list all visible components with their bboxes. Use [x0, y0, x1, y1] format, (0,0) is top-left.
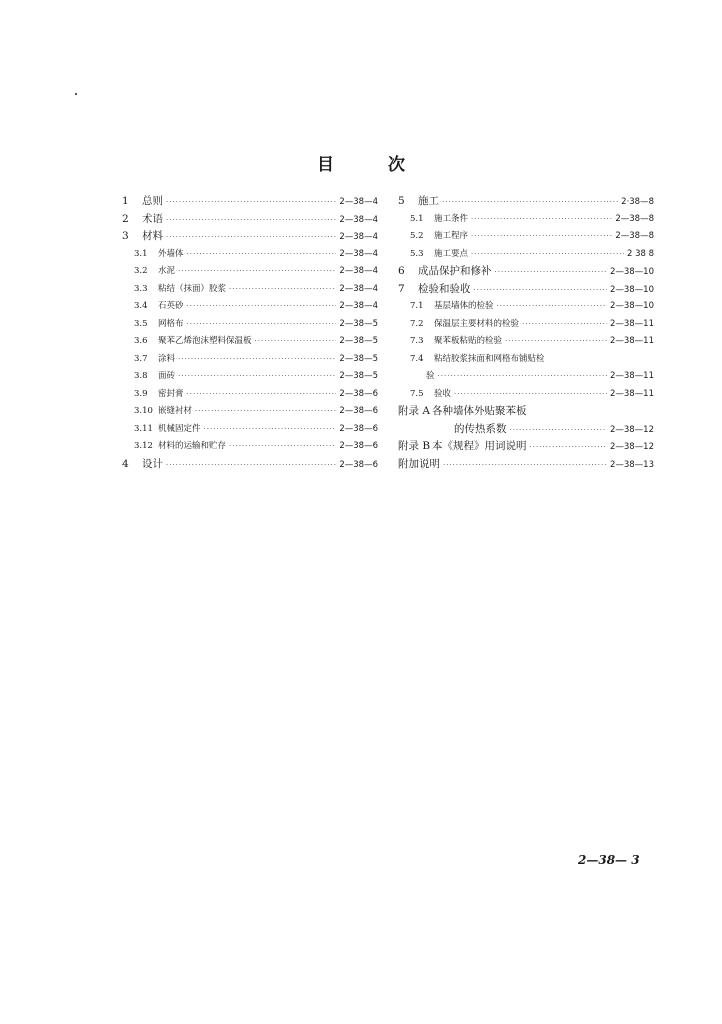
toc-entry-number: 3.4 — [134, 301, 148, 311]
toc-leader-dots — [474, 282, 607, 300]
toc-entry[interactable] — [122, 281, 378, 299]
toc-entry[interactable] — [398, 316, 654, 334]
toc-entry-page: 2—38—4 — [339, 232, 378, 242]
toc-entry-title: 的传热系数 — [454, 422, 507, 435]
toc-entry-number: 3.3 — [134, 283, 148, 294]
toc-entry-page: 2—38—5 — [339, 336, 378, 346]
toc-leader-dots — [438, 368, 607, 386]
toc-leader-dots — [187, 386, 337, 404]
toc-entry[interactable] — [122, 228, 378, 246]
toc-entry-title: 本《规程》用词说明 — [432, 440, 527, 452]
toc-entry-title: 基层墙体的检验 — [434, 301, 494, 311]
toc-entry-title: 施工 — [418, 195, 439, 207]
toc-entry-number: 3.8 — [134, 371, 148, 381]
toc-entry-title: 面砖 — [158, 371, 176, 381]
toc-entry-page: 2—38—11 — [609, 318, 654, 329]
toc-entry-number: 3.11 — [134, 423, 153, 434]
toc-entry[interactable] — [398, 456, 654, 474]
toc-entry-page: 2—38—12 — [609, 424, 654, 435]
toc-leader-dots — [187, 246, 337, 264]
toc-entry-number: 5.2 — [410, 231, 424, 241]
toc-entry[interactable] — [122, 298, 378, 316]
toc-entry[interactable] — [122, 386, 378, 404]
page-number: 2—38— 3 — [578, 853, 640, 867]
toc-entry-title: 材料 — [142, 230, 163, 242]
toc-entry[interactable] — [398, 263, 654, 281]
toc-entry-page: 2—38—11 — [609, 371, 654, 381]
toc-entry-title: 粘结（抹面）胶浆 — [158, 283, 227, 294]
toc-entry-title: 成品保护和修补 — [418, 265, 492, 277]
toc-entry[interactable] — [122, 246, 378, 264]
title-char-1: 目 — [317, 155, 335, 175]
toc-entry[interactable] — [122, 333, 378, 351]
toc-entry-title: 施工程序 — [434, 231, 469, 241]
toc-leader-dots — [204, 421, 337, 439]
toc-entry-title: 术语 — [142, 212, 163, 225]
toc-leader-dots — [187, 316, 337, 334]
toc-leader-dots — [178, 351, 336, 369]
toc-right-column — [398, 193, 654, 473]
toc-entry-page: 2 38 8 — [626, 248, 654, 259]
toc-entry-title: 外墙体 — [158, 248, 184, 259]
toc-entry[interactable] — [122, 421, 378, 439]
toc-leader-dots — [530, 439, 607, 457]
toc-entry-page: 2—38—4 — [339, 283, 378, 294]
toc-entry-title: 各种墙体外贴聚苯板 — [432, 405, 527, 417]
toc-entry-page: 2—38—10 — [609, 284, 654, 295]
toc-entry[interactable] — [398, 228, 654, 246]
toc-entry-title: 总则 — [142, 195, 163, 207]
toc-entry-title: 涂料 — [158, 353, 176, 364]
toc-leader-dots — [166, 194, 336, 212]
toc-entry-number: 3.7 — [134, 353, 148, 364]
toc-entry-page: 2·38—8 — [621, 197, 654, 207]
toc-entry-number: 7.4 — [410, 353, 424, 364]
toc-left-column — [122, 193, 378, 473]
toc-entry-title: 验收 — [434, 388, 452, 399]
toc-entry-page: 2—38—5 — [339, 318, 378, 329]
toc-entry[interactable] — [398, 281, 654, 299]
toc-entry-number: 7.1 — [410, 301, 424, 311]
toc-entry-title: 设计 — [142, 457, 163, 470]
toc-leader-dots — [505, 333, 607, 351]
toc-entry[interactable] — [398, 403, 654, 421]
toc-entry[interactable] — [398, 193, 654, 211]
toc-leader-dots — [471, 211, 612, 229]
toc-leader-dots — [497, 298, 607, 316]
toc-leader-dots — [495, 264, 607, 282]
page-title — [0, 150, 722, 175]
toc-entry[interactable] — [398, 421, 654, 439]
toc-entry-page: 2—38—4 — [339, 266, 378, 276]
toc-leader-dots — [166, 229, 336, 247]
toc-entry[interactable] — [398, 298, 654, 316]
toc-entry[interactable] — [122, 403, 378, 421]
toc-entry[interactable] — [122, 193, 378, 211]
toc-entry-number: 5 — [398, 195, 405, 207]
toc-leader-dots — [510, 422, 607, 440]
toc-entry-title: 聚苯板粘贴的检验 — [434, 336, 503, 346]
toc-entry-title: 石英砂 — [158, 301, 184, 311]
toc-entry-page: 2—38—11 — [609, 388, 654, 399]
toc-entry-number: 3.10 — [134, 406, 153, 416]
toc-entry-number: 3.6 — [134, 336, 148, 346]
toc-entry-number: 5.1 — [410, 213, 424, 224]
toc-entry-page: 2—38—5 — [339, 371, 378, 381]
toc-entry-page: 2—38—13 — [609, 459, 654, 470]
toc-entry-title: 施工要点 — [434, 248, 469, 259]
toc-entry-page: 2—38—12 — [609, 442, 654, 452]
toc-entry[interactable] — [398, 386, 654, 404]
toc-entry[interactable] — [398, 211, 654, 229]
toc-entry[interactable] — [122, 351, 378, 369]
toc-entry-title: 检验和验收 — [418, 282, 471, 295]
toc-entry-title: 聚苯乙烯泡沫塑料保温板 — [158, 336, 252, 346]
toc-entry-page: 2—38—8 — [615, 231, 654, 241]
toc-entry-number: 附录 A — [398, 405, 430, 417]
toc-entry[interactable] — [122, 316, 378, 334]
toc-leader-dots — [229, 438, 336, 456]
toc-entry-number: 附录 B — [398, 440, 431, 452]
toc-entry-page: 2—38—6 — [339, 406, 378, 416]
toc-entry-title: 嵌缝衬材 — [158, 406, 193, 416]
toc-entry-title: 网格布 — [158, 318, 184, 329]
toc-entry-page: 2—38—4 — [339, 197, 378, 207]
toc-leader-dots — [471, 246, 624, 264]
toc-entry-number: 2 — [122, 212, 129, 225]
toc-entry-title: 粘结胶浆抹面和网格布铺贴检 — [434, 353, 545, 364]
toc-entry[interactable] — [398, 246, 654, 264]
toc-entry-number: 7.3 — [410, 336, 424, 346]
toc-entry-page: 2—38—6 — [339, 441, 378, 451]
toc-entry-number: 3.5 — [134, 318, 148, 329]
toc-leader-dots — [471, 228, 612, 246]
toc-entry-title: 材料的运输和贮存 — [158, 441, 227, 451]
toc-entry[interactable] — [398, 438, 654, 456]
toc-entry-page: 2—38—5 — [339, 353, 378, 364]
toc-entry-number: 4 — [122, 457, 129, 470]
toc-leader-dots — [166, 457, 336, 475]
toc-leader-dots — [166, 212, 336, 230]
toc-leader-dots — [454, 386, 607, 404]
toc-leader-dots — [178, 368, 336, 386]
toc-entry-page: 2—38—4 — [339, 248, 378, 259]
toc-leader-dots — [195, 403, 336, 421]
toc-entry-page: 2—38—10 — [609, 267, 654, 277]
toc-entry-title: 密封膏 — [158, 388, 184, 399]
toc-entry-number: 3 — [122, 230, 129, 242]
toc-entry[interactable] — [398, 333, 654, 351]
toc-leader-dots — [229, 281, 336, 299]
toc-entry-page: 2—38—6 — [339, 388, 378, 399]
toc-entry-title: 施工条件 — [434, 213, 469, 224]
toc-leader-dots — [187, 298, 337, 316]
toc-entry[interactable] — [122, 211, 378, 229]
toc-entry-title: 机械固定件 — [158, 423, 201, 434]
toc-entry-number: 3.2 — [134, 266, 148, 276]
toc-entry[interactable] — [122, 438, 378, 456]
toc-entry-number: 7.2 — [410, 318, 424, 329]
toc-entry-page: 2—38—11 — [609, 336, 654, 346]
toc-entry-number: 3.9 — [134, 388, 148, 399]
toc-leader-dots — [522, 316, 607, 334]
toc-entry-number: 7.5 — [410, 388, 424, 399]
toc-entry-number: 1 — [122, 195, 129, 207]
toc-entry-page: 2—38—6 — [339, 423, 378, 434]
toc-entry-page: 2—38—4 — [339, 301, 378, 311]
toc-entry-title: 附加说明 — [398, 457, 440, 470]
toc-entry-title: 保温层主要材料的检验 — [434, 318, 520, 329]
toc-leader-dots — [255, 333, 337, 351]
toc-entry-title: 验 — [426, 371, 435, 381]
toc-entry-page: 2—38—6 — [339, 459, 378, 470]
toc-entry-page: 2—38—4 — [339, 214, 378, 225]
toc-entry-number: 7 — [398, 282, 405, 295]
toc-entry-title: 水泥 — [158, 266, 176, 276]
toc-leader-dots — [442, 194, 618, 212]
toc-entry-number: 5.3 — [410, 248, 424, 259]
title-char-2: 次 — [387, 155, 405, 175]
toc-leader-dots — [178, 263, 336, 281]
toc-entry[interactable] — [122, 263, 378, 281]
toc-entry[interactable] — [122, 456, 378, 474]
scan-speck — [75, 93, 77, 95]
toc-entry-number: 3.1 — [134, 248, 148, 259]
toc-entry-number: 6 — [398, 265, 405, 277]
toc-leader-dots — [443, 457, 607, 475]
toc-entry[interactable] — [398, 368, 654, 386]
toc-entry-number: 3.12 — [134, 441, 153, 451]
toc-entry-page: 2—38—8 — [615, 213, 654, 224]
toc-entry[interactable] — [122, 368, 378, 386]
toc-entry[interactable] — [398, 351, 654, 369]
toc-entry-page: 2—38—10 — [609, 301, 654, 311]
